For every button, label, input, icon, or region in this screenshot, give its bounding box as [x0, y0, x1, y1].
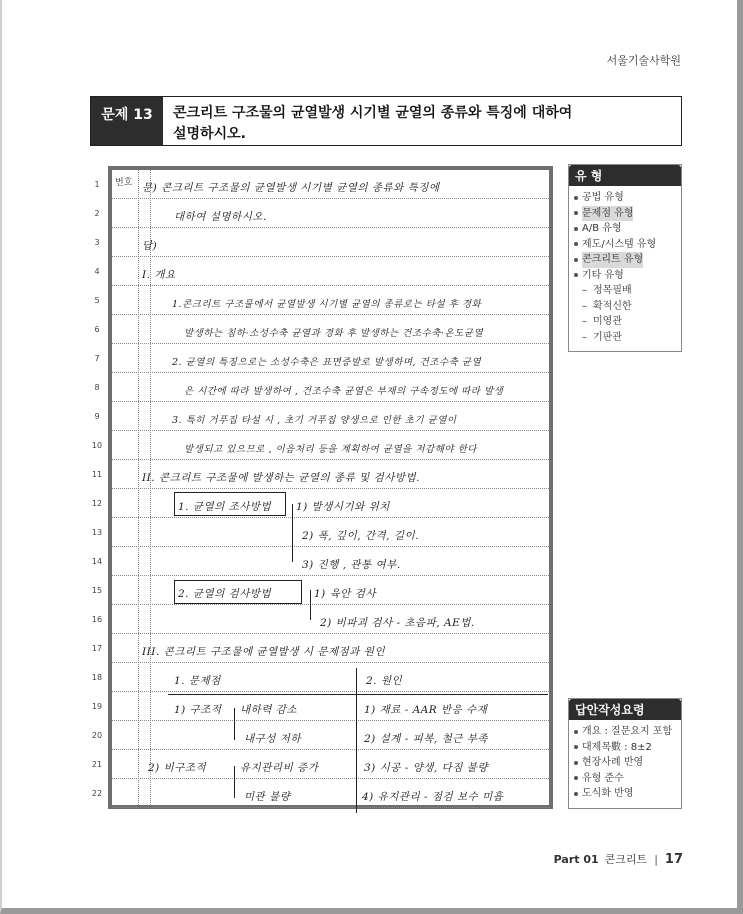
footer-separator: | — [654, 852, 658, 866]
type-sub-item: – 확적신한 — [574, 299, 676, 315]
handwritten-line: 대하여 설명하시오. — [174, 211, 267, 223]
row-number: 2 — [94, 209, 100, 218]
grid-row — [112, 257, 549, 286]
handwritten-line: 2) 비파괴 검사 - 초음파, AE법. — [320, 617, 475, 629]
row-number: 4 — [94, 267, 100, 276]
handwritten-line: 1) 구조적 — [174, 704, 222, 716]
dash-icon: – — [582, 285, 587, 296]
row-number: 6 — [94, 325, 100, 334]
grid-row — [112, 228, 549, 257]
row-number: 21 — [91, 760, 103, 769]
row-number: 14 — [91, 557, 103, 566]
bullet-icon — [574, 242, 578, 246]
handwritten-line: 1) 육안 검사 — [314, 588, 377, 600]
handwritten-line: III. 콘크리트 구조물에 균열발생 시 문제점과 원인 — [142, 646, 386, 658]
handwritten-line: II. 콘크리트 구조물에 발생하는 균열의 종류 및 검사방법. — [142, 472, 420, 484]
row-number: 1 — [94, 180, 100, 189]
row-number: 17 — [91, 644, 103, 653]
type-item: A/B 유형 — [574, 221, 676, 237]
type-sub-item: – 미영관 — [574, 314, 676, 330]
bracket-line — [234, 708, 235, 740]
dash-icon: – — [582, 300, 587, 312]
tip-item: 현장사례 반영 — [574, 755, 676, 771]
table-divider — [168, 694, 548, 695]
handwritten-line: 미관 불량 — [244, 791, 291, 803]
handwritten-line: 내구성 저하 — [244, 733, 302, 745]
answer-sheet — [108, 166, 553, 809]
handwritten-line: 발생되고 있으므로 , 이음처리 등을 계획하여 균열을 저감해야 한다 — [184, 444, 477, 455]
handwritten-line: 은 시간에 따라 발생하여 , 건조수축 균열은 부재의 구속정도에 따라 발생 — [184, 386, 504, 397]
row-number: 18 — [91, 673, 103, 682]
question-box — [90, 96, 682, 146]
row-number: 16 — [91, 615, 103, 624]
tip-item: 개요 : 질문요지 포함 — [574, 724, 676, 740]
row-number: 5 — [94, 296, 100, 305]
page-footer — [554, 851, 683, 867]
type-item: 공법 유형 — [574, 190, 676, 206]
handwritten-line: 2) 폭, 깊이, 간격, 길이. — [302, 530, 419, 542]
answer-tips-body — [569, 720, 681, 808]
type-item-highlighted: 문제점 유형 — [574, 206, 676, 222]
handwritten-line: 답) — [142, 240, 158, 252]
bullet-icon — [574, 792, 578, 796]
type-sub-item: – 기판관 — [574, 330, 676, 346]
publisher-name: 서울기술사학원 — [606, 54, 681, 67]
row-number: 22 — [91, 789, 103, 798]
row-number: 15 — [91, 586, 103, 595]
handwritten-line: 1. 균열의 조사방법 — [178, 501, 272, 513]
sheet-header-label: 번호 — [115, 178, 133, 188]
handwritten-line: 3) 진행 , 관통 여부. — [302, 559, 401, 571]
question-text-line-2: 설명하시오. — [173, 126, 246, 142]
row-number: 13 — [91, 528, 103, 537]
handwritten-line: 1. 문제점 — [174, 675, 221, 687]
bullet-icon — [574, 761, 578, 765]
bullet-icon — [574, 227, 578, 231]
dash-icon: – — [582, 331, 587, 343]
bullet-icon — [574, 196, 578, 200]
bracket-line — [292, 504, 293, 562]
footer-section: 콘크리트 — [604, 853, 648, 866]
row-number: 10 — [91, 441, 103, 450]
handwritten-line: 1) 발생시기와 위치 — [296, 501, 390, 513]
type-panel-title: 유 형 — [569, 165, 681, 186]
handwritten-line: 2. 균열의 특징으로는 소성수축은 표면증발로 발생하며, 건조수축 균열 — [172, 357, 482, 368]
handwritten-line: 2) 비구조적 — [148, 762, 207, 774]
handwritten-line: 1.콘크리트 구조물에서 균열발생 시기별 균열의 종류로는 타설 후 경화 — [172, 299, 482, 310]
row-number: 11 — [91, 470, 103, 479]
handwritten-line: 내하력 감소 — [240, 704, 298, 716]
question-label: 문제 13 — [91, 97, 163, 145]
bracket-line — [234, 766, 235, 798]
type-panel — [568, 164, 682, 352]
bullet-icon — [574, 745, 578, 749]
row-number: 8 — [94, 383, 100, 392]
handwritten-line: 2. 원인 — [366, 675, 403, 687]
tip-item: 유형 준수 — [574, 771, 676, 787]
handwritten-line: I. 개요 — [142, 269, 176, 281]
bullet-icon — [574, 730, 578, 734]
question-text — [163, 97, 681, 145]
row-number: 7 — [94, 354, 100, 363]
handwritten-line: 3. 특히 거푸집 타설 시 , 초기 거푸집 양생으로 인한 초기 균열이 — [172, 415, 457, 426]
answer-sheet-grid — [112, 170, 549, 805]
bullet-icon — [574, 776, 578, 780]
handwritten-line: 문) 콘크리트 구조물의 균열발생 시기별 균열의 종류와 특징에 — [142, 182, 440, 194]
handwritten-line: 3) 시공 - 양생, 다짐 불량 — [364, 762, 488, 774]
row-number: 9 — [94, 412, 100, 421]
row-number: 3 — [94, 238, 100, 247]
handwritten-line: 2) 설계 - 피복, 철근 부족 — [364, 733, 488, 745]
type-item: 제도/시스템 유형 — [574, 237, 676, 253]
bullet-icon — [574, 273, 578, 277]
bullet-icon — [574, 211, 578, 215]
tip-item: 대제목數 : 8±2 — [574, 740, 676, 756]
handwritten-line: 유지관리비 증가 — [240, 762, 319, 774]
type-item: 기타 유형 — [574, 268, 676, 284]
handwritten-line: 발생하는 침하·소성수축 균열과 경화 후 발생하는 건조수축·온도균열 — [184, 328, 484, 339]
dash-icon: – — [582, 316, 587, 327]
question-text-line-1: 콘크리트 구조물의 균열발생 시기별 균열의 종류와 특징에 대하여 — [173, 105, 573, 121]
type-sub-item: – 정목필배 — [574, 283, 676, 299]
type-item-highlighted: 콘크리트 유형 — [574, 252, 676, 268]
type-panel-body — [569, 186, 681, 351]
handwritten-line: 2. 균열의 검사방법 — [178, 588, 272, 600]
bracket-line — [310, 590, 311, 620]
tip-item: 도식화 반영 — [574, 786, 676, 802]
handwritten-line: 1) 재료 - AAR 반응 수재 — [364, 704, 488, 716]
row-number: 19 — [91, 702, 103, 711]
page-number: 17 — [664, 851, 683, 867]
answer-tips-title: 답안작성요령 — [569, 699, 681, 720]
table-divider — [356, 668, 357, 813]
answer-tips-panel — [568, 698, 682, 809]
row-number: 20 — [91, 731, 103, 740]
bullet-icon — [574, 258, 578, 262]
handwritten-line: 4) 유지관리 - 점검 보수 미흡 — [362, 791, 504, 803]
footer-part: Part 01 — [553, 852, 599, 866]
row-number: 12 — [91, 499, 103, 508]
